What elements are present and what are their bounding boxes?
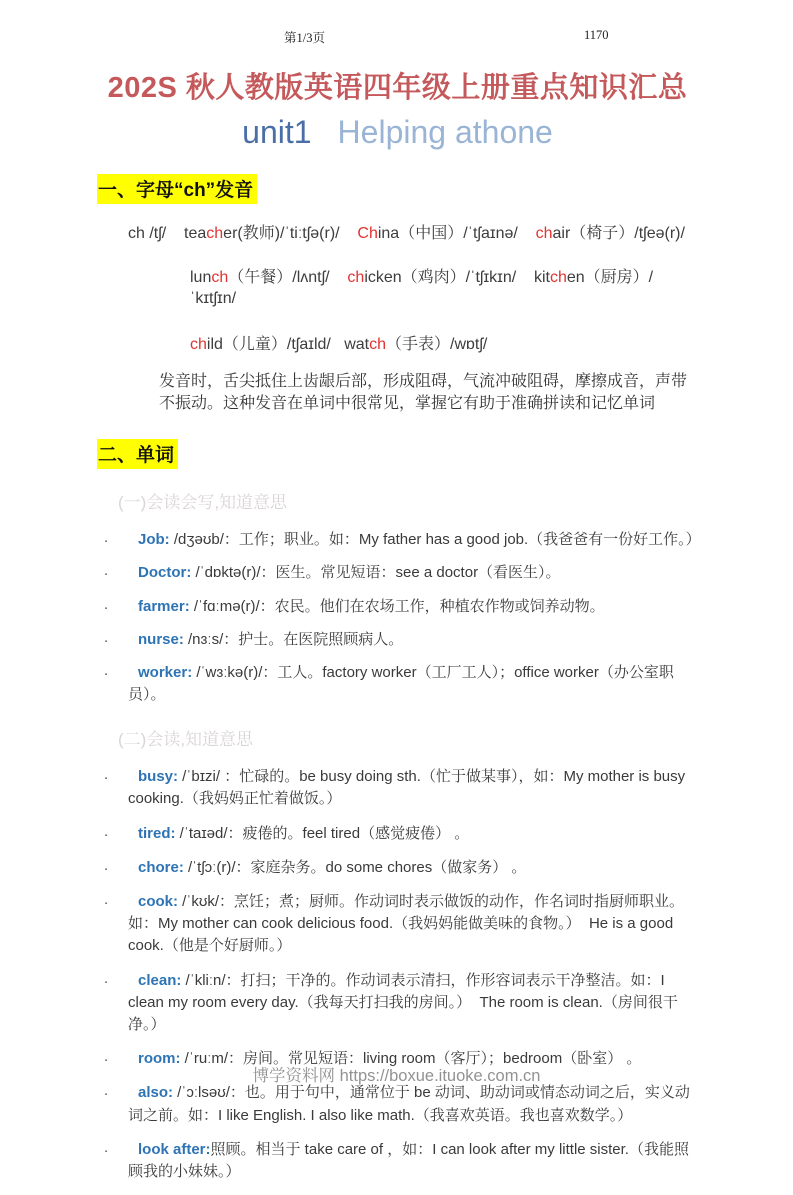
- ch-highlight: ch: [211, 269, 229, 287]
- phonics-text: icken（鸡肉）/ˈtʃɪkɪn/ kit: [364, 269, 550, 287]
- bullet-dot: .: [104, 766, 109, 784]
- phonics-text: ch /tʃ/ tea: [128, 224, 207, 242]
- phonics-text: en（厨房）/ˈkɪtʃɪn/: [190, 269, 654, 308]
- ch-highlight: ch: [190, 335, 207, 353]
- phonics-text: er(教师)/ˈtiːtʃə(r)/: [223, 224, 358, 242]
- ch-highlight: ch: [347, 269, 365, 287]
- word-item: [97, 857, 698, 879]
- word-body: /ˈruːm/：房间。常见短语：living room（客厅）；bedroom（卧室） 。: [180, 1050, 642, 1068]
- phonics-text: ina（中国）/ˈtʃaɪnə/: [377, 224, 536, 242]
- word-label: look after:: [138, 1140, 211, 1158]
- word-body: /ˈɔːlsəʊ/：也。用于句中，通常位于 be 动词、助动词或情态动词之后，实义动词之前。如：I like English. I also like math.（我喜欢英语。我也喜欢数学。）: [128, 1084, 690, 1124]
- word-label: clean:: [138, 971, 182, 989]
- word-body: 照顾。相当于 take care of ，如：I can look after my little sister.（我能照顾我的小妹妹。）: [128, 1140, 689, 1180]
- word-body: /ˈdɒktə(r)/：医生。常见短语：see a doctor（看医生）。: [191, 564, 561, 582]
- phonics-text: lun: [190, 269, 212, 287]
- phonics-text: （手表）/wɒtʃ/: [386, 335, 488, 353]
- word-item: [97, 766, 698, 810]
- word-body: /ˈbɪzi/ ：忙碌的。be busy doing sth.（忙于做某事），如：My mother is busy cooking.（我妈妈正忙着做饭。）: [128, 768, 690, 808]
- word-body: /ˈkʊk/：烹饪；煮；厨师。作动词时表示做饭的动作，作名词时指厨师职业。如：My mother can cook delicious food.（我妈妈能做美味的食物。） He is a good cook.（他是个好厨师。）: [128, 893, 685, 955]
- phonics-text: ild（儿童）/tʃaɪld/ wat: [206, 335, 370, 353]
- word-item: [97, 562, 698, 584]
- word-label: worker:: [138, 663, 193, 681]
- word-body: /nɜːs/：护士。在医院照顾病人。: [183, 630, 404, 648]
- word-item: [97, 629, 698, 651]
- ch-highlight: ch: [369, 335, 386, 353]
- pronunciation-note: 发音时，舌尖抵住上齿龈后部，形成阻碍，气流冲破阻碍，摩擦成音，声带不振动。这种发音在单词中很常见，掌握它有助于准确拼读和记忆单词: [159, 372, 688, 413]
- bullet-dot: .: [104, 1048, 109, 1066]
- section-2: [97, 439, 698, 469]
- bullet-dot: .: [104, 562, 109, 580]
- unit-number: unit1: [242, 114, 312, 151]
- ch-highlight: Ch: [357, 224, 378, 242]
- word-label: room:: [138, 1050, 181, 1068]
- word-label: nurse:: [138, 630, 184, 648]
- word-label: Job:: [138, 531, 170, 549]
- bullet-dot: .: [104, 529, 109, 547]
- word-label: chore:: [138, 858, 184, 876]
- bullet-dot: .: [104, 891, 109, 909]
- section-1: [97, 174, 698, 204]
- word-item: [97, 891, 698, 958]
- header-code: 1170: [584, 28, 609, 42]
- ch-highlight: ch: [535, 224, 553, 242]
- bullet-dot: .: [104, 628, 109, 646]
- ch-highlight: ch: [549, 269, 567, 287]
- section-1-heading: 一、字母“ch”发音: [97, 174, 257, 204]
- bullet-dot: .: [104, 661, 109, 679]
- phonics-line-1: [128, 224, 698, 245]
- word-body: /ˈfɑːmə(r)/：农民。他们在农场工作，种植农作物或饲养动物。: [189, 597, 605, 615]
- word-item: [97, 1139, 698, 1183]
- word-list-1: [97, 529, 701, 706]
- bullet-dot: .: [104, 856, 109, 874]
- unit-subtitle: [97, 115, 698, 150]
- word-item: [97, 596, 698, 618]
- word-item: [97, 823, 698, 845]
- word-item: [97, 970, 698, 1037]
- word-body: /ˈtʃɔː(r)/：家庭杂务。do some chores（做家务） 。: [183, 858, 527, 876]
- subsection-1-heading: (一)会读会写,知道意思: [118, 493, 288, 513]
- word-label: cook:: [138, 893, 179, 911]
- word-label: Doctor:: [138, 564, 192, 582]
- word-item: [97, 1082, 698, 1126]
- bullet-dot: .: [104, 1138, 109, 1156]
- page-number: 第1/3页: [284, 31, 325, 45]
- section-2-heading: 二、单词: [97, 439, 178, 469]
- bullet-dot: .: [104, 1082, 109, 1100]
- phonics-line-2: [190, 268, 698, 310]
- ch-highlight: ch: [206, 224, 224, 242]
- unit-name: Helping athone: [337, 114, 553, 151]
- word-body: /dʒəʊb/：工作；职业。如：My father has a good job.（我爸爸有一份好工作。）: [169, 531, 701, 549]
- phonics-line-3: [190, 335, 698, 356]
- phonics-text: air（椅子）/tʃeə(r)/: [552, 224, 685, 242]
- word-list-2: [97, 766, 698, 1183]
- word-label: tired:: [138, 824, 176, 842]
- word-item: [97, 662, 698, 706]
- phonics-text: （午餐）/lʌntʃ/: [228, 269, 348, 287]
- doc-title: 202S 秋人教版英语四年级上册重点知识汇总: [107, 72, 688, 104]
- word-body: /ˈwɜːkə(r)/：工人。factory worker（工厂工人）；office worker（办公室职员）。: [128, 663, 674, 704]
- word-body: /ˈkliːn/：打扫；干净的。作动词表示清扫，作形容词表示干净整洁。如：I clean my room every day.（我每天打扫我的房间。） The room is clean.（房间很干净。）: [128, 971, 678, 1033]
- word-label: busy:: [138, 768, 179, 786]
- page-content: [97, 72, 701, 1195]
- word-item: [97, 529, 701, 551]
- footer-text: 博学资料网 https://boxue.ituoke.com.cn: [252, 1067, 541, 1085]
- bullet-dot: .: [104, 822, 109, 840]
- word-body: /ˈtaɪəd/：疲倦的。feel tired（感觉疲倦） 。: [175, 824, 470, 842]
- subsection-2-heading: (二)会读,知道意思: [118, 730, 254, 750]
- bullet-dot: .: [104, 969, 109, 987]
- bullet-dot: .: [104, 595, 109, 613]
- word-label: also:: [138, 1084, 174, 1102]
- word-label: farmer:: [138, 597, 190, 615]
